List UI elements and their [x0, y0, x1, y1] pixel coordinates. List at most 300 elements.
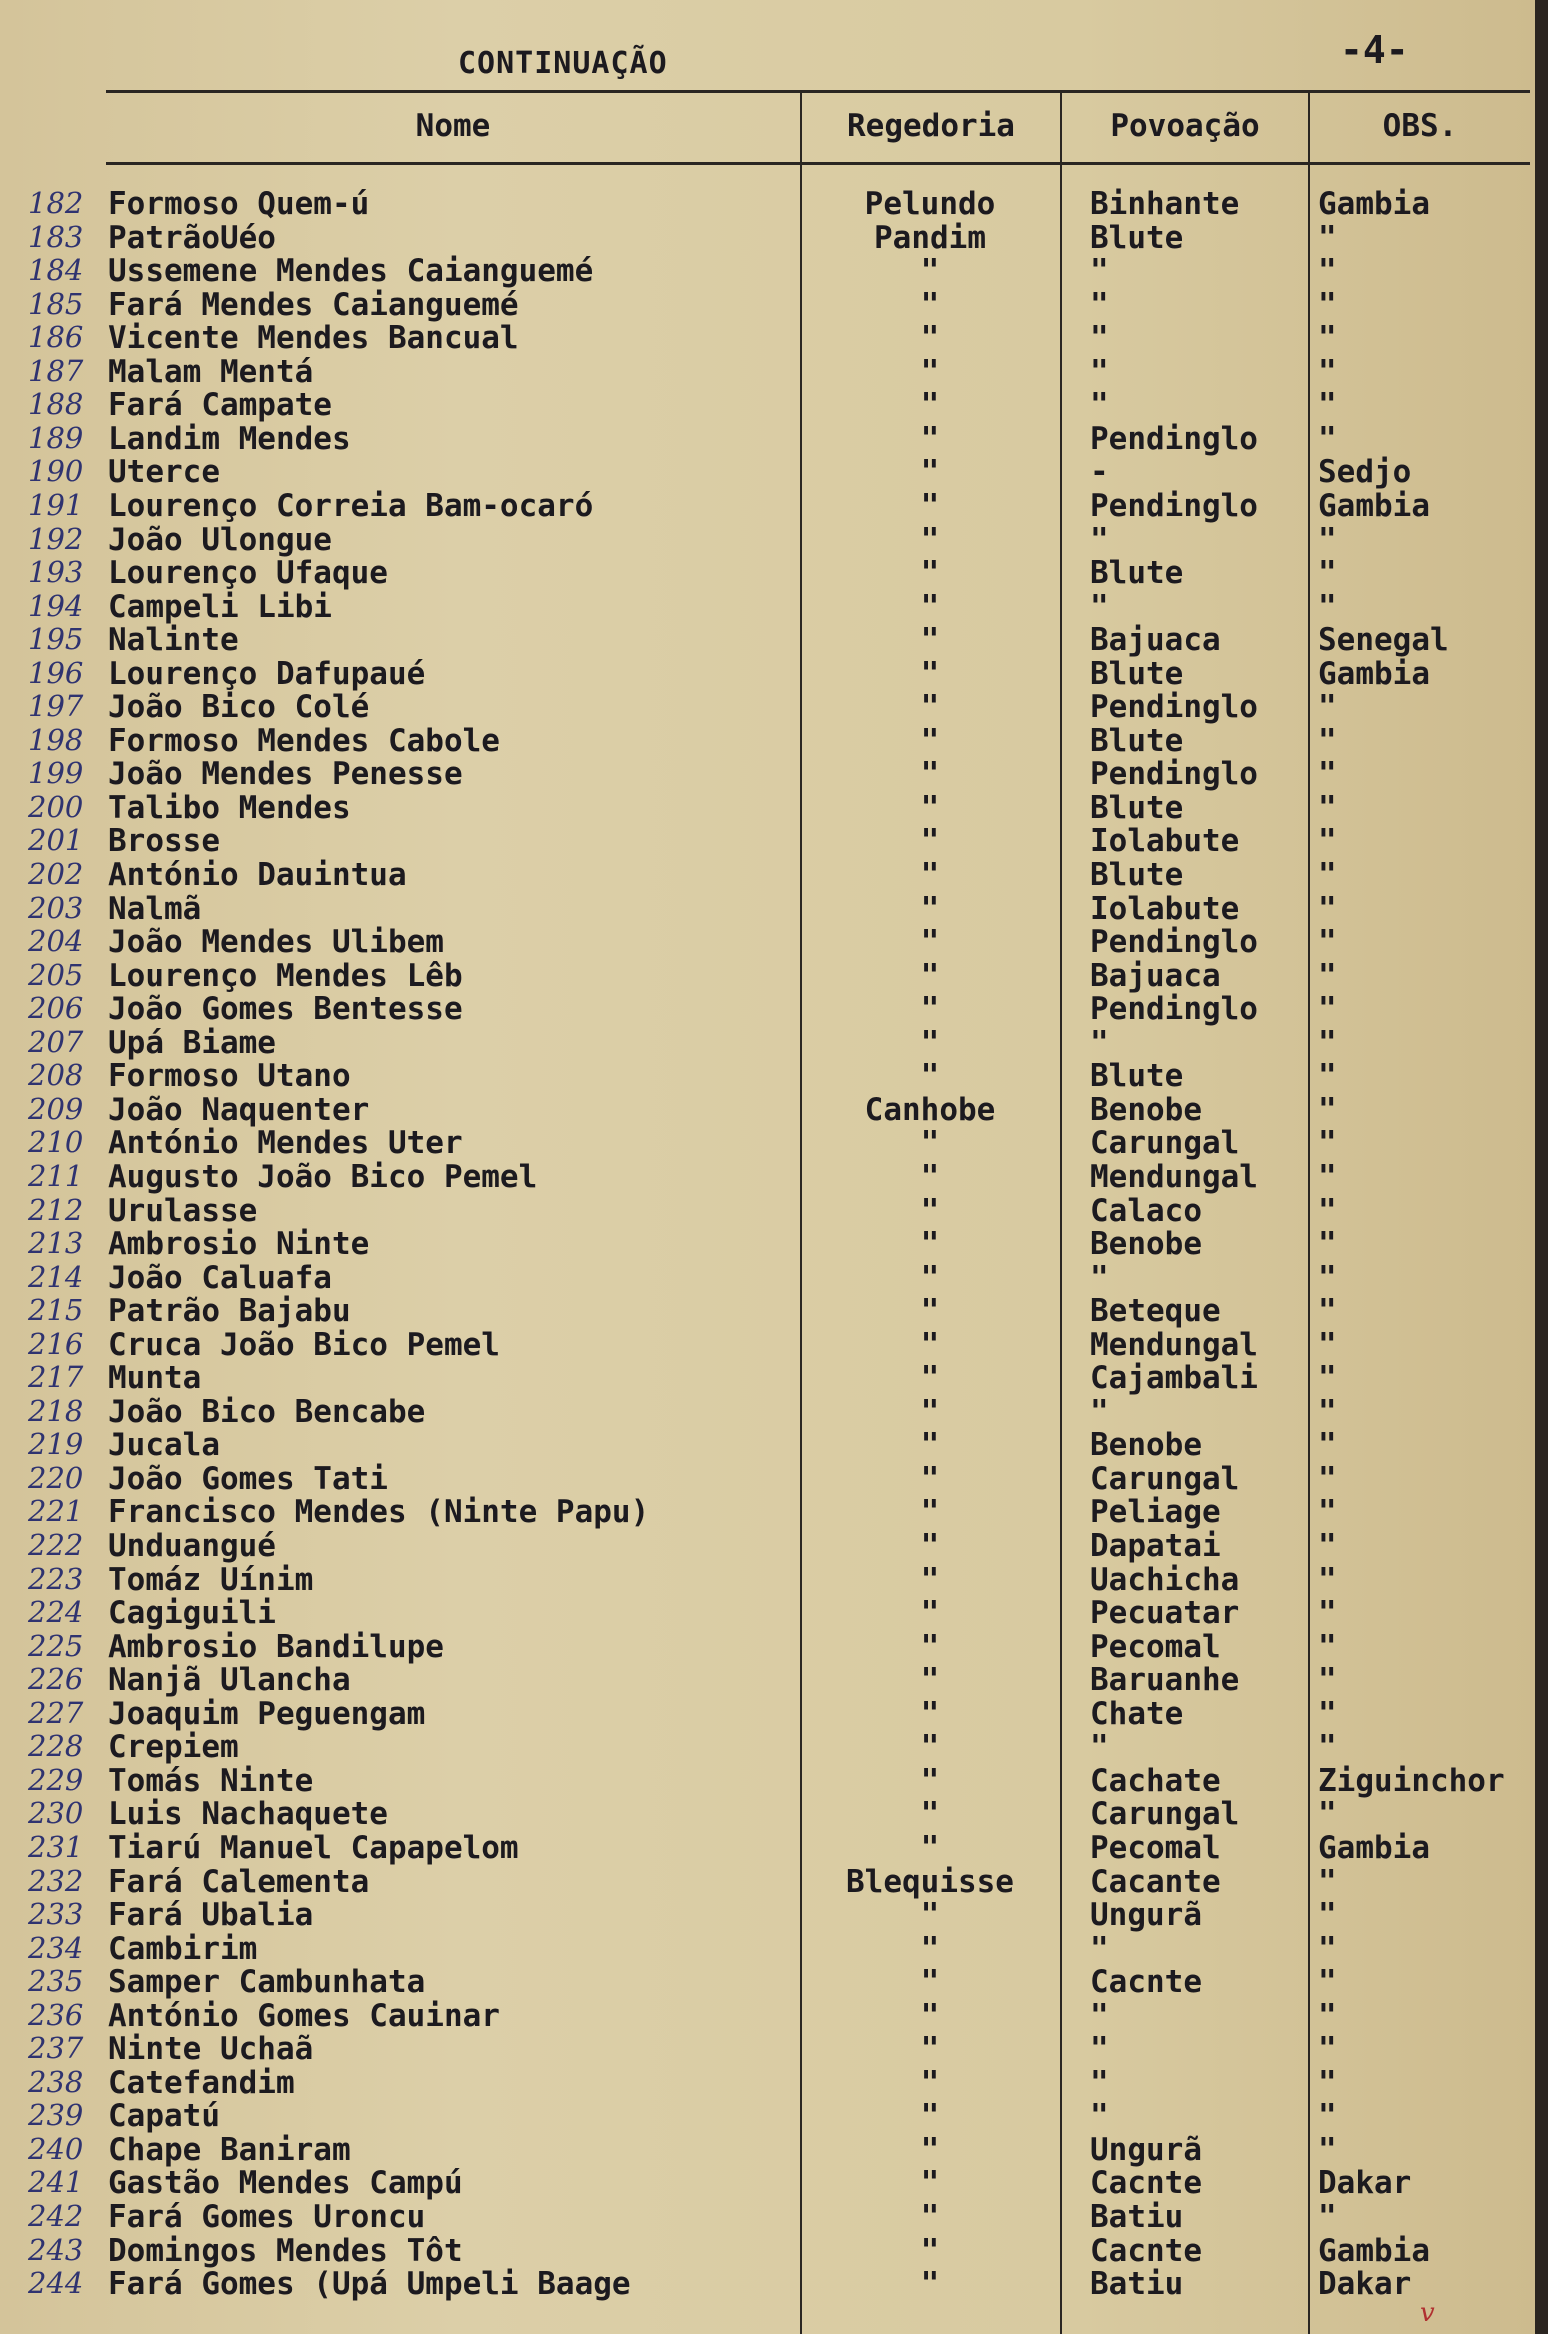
table-row: [0, 320, 1535, 357]
row-number: 206: [28, 991, 84, 1026]
row-povoacao: ": [1090, 521, 1109, 558]
table-row: [0, 1427, 1535, 1464]
row-obs: Gambia: [1318, 1829, 1430, 1866]
row-name: PatrãoUéo: [108, 219, 276, 256]
table-row: [0, 2199, 1535, 2233]
row-regedoria: ": [920, 1125, 940, 1162]
row-name: Luis Nachaquete: [108, 1796, 388, 1833]
row-regedoria: ": [920, 286, 940, 323]
row-povoacao: Peliage: [1090, 1494, 1221, 1531]
row-regedoria: ": [920, 1192, 940, 1229]
row-povoacao: Calaco: [1090, 1192, 1202, 1229]
row-obs: ": [1318, 1226, 1337, 1263]
row-povoacao: Mendungal: [1090, 1158, 1258, 1195]
row-obs: ": [1318, 1058, 1337, 1095]
row-povoacao: Benobe: [1090, 1226, 1202, 1263]
row-regedoria: ": [920, 1829, 940, 1866]
row-name: António Dauintua: [108, 857, 407, 893]
row-obs: ": [1318, 2031, 1337, 2068]
row-povoacao: ": [1090, 1259, 1109, 1296]
row-obs: ": [1318, 219, 1337, 256]
row-name: Landim Mendes: [108, 420, 351, 457]
table-row: [0, 689, 1535, 726]
row-obs: ": [1318, 857, 1337, 893]
row-name: João Naquenter: [108, 1091, 370, 1128]
row-obs: ": [1318, 1863, 1337, 1900]
row-povoacao: Pendinglo: [1090, 487, 1258, 524]
row-obs: ": [1318, 689, 1337, 726]
row-regedoria: ": [920, 1393, 940, 1430]
row-name: Joaquim Peguengam: [108, 1695, 426, 1732]
row-obs: ": [1318, 1528, 1337, 1564]
row-regedoria: ": [920, 789, 940, 826]
row-name: Ambrosio Ninte: [108, 1226, 370, 1263]
row-regedoria: ": [920, 756, 940, 793]
table-row: [0, 1461, 1535, 1495]
row-povoacao: Pendinglo: [1090, 756, 1258, 793]
row-number: 227: [28, 1695, 84, 1730]
row-povoacao: ": [1090, 320, 1109, 357]
table-row: [0, 1494, 1535, 1531]
table-row: [0, 1595, 1535, 1632]
row-number: 242: [28, 2199, 84, 2233]
row-obs: ": [1318, 387, 1337, 424]
row-number: 210: [28, 1125, 84, 1160]
row-povoacao: Ungurã: [1090, 2131, 1202, 2168]
row-povoacao: Cacnte: [1090, 2232, 1202, 2269]
row-number: 239: [28, 2098, 84, 2133]
row-regedoria: ": [920, 1964, 940, 2001]
row-number: 230: [28, 1796, 84, 1831]
table-row: [0, 991, 1535, 1028]
row-number: 214: [28, 1259, 84, 1294]
row-name: Gastão Mendes Campú: [108, 2165, 463, 2202]
table-row: [0, 1327, 1535, 1361]
row-regedoria: ": [920, 689, 940, 726]
row-regedoria: ": [920, 1158, 940, 1195]
row-number: 236: [28, 1997, 84, 2032]
row-name: António Gomes Cauinar: [108, 1997, 500, 2034]
row-obs: ": [1318, 991, 1337, 1028]
table-row: [0, 354, 1535, 388]
row-povoacao: Batiu: [1090, 2199, 1184, 2235]
row-povoacao: Binhante: [1090, 186, 1240, 222]
row-povoacao: Ungurã: [1090, 1897, 1202, 1934]
row-name: Fará Campate: [108, 387, 332, 424]
table-row: [0, 2031, 1535, 2068]
row-regedoria: ": [920, 2031, 940, 2068]
row-obs: Gambia: [1318, 186, 1430, 222]
row-regedoria: Pelundo: [864, 186, 996, 222]
row-number: 205: [28, 957, 84, 992]
table-row: [0, 2098, 1535, 2135]
row-obs: ": [1318, 1460, 1337, 1497]
row-number: 235: [28, 1964, 84, 1999]
table-row: [0, 1293, 1535, 1330]
table-row: [0, 2266, 1535, 2303]
row-regedoria: ": [920, 1528, 940, 1564]
table-row: [0, 1662, 1535, 1699]
row-povoacao: Cacnte: [1090, 2165, 1202, 2202]
row-regedoria: ": [920, 1024, 940, 1061]
row-obs: ": [1318, 1695, 1337, 1732]
table-row: [0, 1360, 1535, 1397]
table-row: [0, 1796, 1535, 1833]
row-number: 200: [28, 789, 84, 824]
row-number: 203: [28, 890, 84, 925]
row-number: 213: [28, 1226, 84, 1261]
row-regedoria: ": [920, 2131, 940, 2168]
row-number: 199: [28, 756, 84, 791]
table-row: [0, 1897, 1535, 1934]
table-row: [0, 1629, 1535, 1663]
row-povoacao: ": [1090, 353, 1109, 390]
row-obs: ": [1318, 2199, 1337, 2235]
row-name: Urulasse: [108, 1192, 258, 1229]
row-name: Brosse: [108, 823, 220, 860]
row-name: Lourenço Mendes Lêb: [108, 957, 463, 994]
row-number: 186: [28, 320, 84, 355]
row-povoacao: Blute: [1090, 555, 1184, 592]
row-obs: ": [1318, 2098, 1337, 2135]
row-regedoria: ": [920, 487, 940, 524]
row-obs: ": [1318, 1125, 1337, 1162]
row-obs: Senegal: [1318, 622, 1449, 659]
row-number: 193: [28, 555, 84, 590]
row-obs: ": [1318, 957, 1337, 994]
row-number: 241: [28, 2165, 84, 2200]
row-povoacao: Pecuatar: [1090, 1595, 1240, 1632]
row-povoacao: Blute: [1090, 789, 1184, 826]
row-name: Patrão Bajabu: [108, 1293, 351, 1330]
row-name: Formoso Quem-ú: [108, 186, 370, 222]
row-name: Talibo Mendes: [108, 789, 351, 826]
row-regedoria: ": [920, 1460, 940, 1497]
row-obs: ": [1318, 756, 1337, 793]
row-povoacao: ": [1090, 2098, 1109, 2135]
row-regedoria: ": [920, 2165, 940, 2202]
row-number: 215: [28, 1293, 84, 1328]
row-povoacao: ": [1090, 2064, 1109, 2101]
row-regedoria: ": [920, 1729, 940, 1766]
table-row: [0, 622, 1535, 659]
row-name: João Gomes Tati: [108, 1460, 388, 1497]
row-regedoria: ": [920, 1662, 940, 1699]
row-obs: Gambia: [1318, 2232, 1430, 2269]
row-number: 188: [28, 387, 84, 422]
row-regedoria: ": [920, 622, 940, 659]
table-row: [0, 1830, 1535, 1864]
row-name: Fará Ubalia: [108, 1897, 314, 1934]
row-povoacao: ": [1090, 387, 1109, 424]
table-row: [0, 253, 1535, 290]
row-name: Nanjã Ulancha: [108, 1662, 351, 1699]
row-name: Catefandim: [108, 2064, 295, 2101]
row-number: 212: [28, 1192, 84, 1227]
table-header-rule: [106, 162, 1530, 165]
row-name: Fará Gomes Uroncu: [108, 2199, 426, 2235]
row-number: 197: [28, 689, 84, 724]
row-obs: ": [1318, 420, 1337, 457]
table-row: [0, 1998, 1535, 2032]
row-obs: ": [1318, 789, 1337, 826]
row-obs: ": [1318, 1595, 1337, 1632]
row-obs: ": [1318, 1494, 1337, 1531]
row-obs: ": [1318, 823, 1337, 860]
row-povoacao: Pendinglo: [1090, 924, 1258, 961]
row-regedoria: ": [920, 1595, 940, 1632]
row-obs: Dakar: [1318, 2266, 1412, 2303]
row-povoacao: Beteque: [1090, 1293, 1221, 1330]
row-obs: ": [1318, 1729, 1337, 1766]
row-povoacao: Cacnte: [1090, 1964, 1202, 2001]
row-regedoria: ": [920, 1360, 940, 1397]
row-regedoria: ": [920, 890, 940, 927]
row-number: 196: [28, 655, 84, 690]
row-obs: ": [1318, 1930, 1337, 1967]
row-povoacao: Mendungal: [1090, 1326, 1258, 1363]
row-name: Formoso Utano: [108, 1058, 351, 1095]
row-obs: ": [1318, 1091, 1337, 1128]
row-regedoria: ": [920, 1561, 940, 1598]
row-regedoria: Canhobe: [864, 1091, 996, 1128]
row-povoacao: ": [1090, 588, 1109, 625]
row-povoacao: Iolabute: [1090, 823, 1240, 860]
table-row: [0, 1864, 1535, 1898]
table-row: [0, 1964, 1535, 2001]
row-regedoria: Pandim: [874, 219, 986, 256]
row-povoacao: Carungal: [1090, 1125, 1240, 1162]
table-row: [0, 1528, 1535, 1562]
table-top-rule: [106, 90, 1530, 93]
table-row: [0, 186, 1535, 220]
row-povoacao: Cachate: [1090, 1762, 1221, 1799]
page-number: -4-: [1340, 28, 1409, 72]
table-row: [0, 1763, 1535, 1797]
row-name: Unduangué: [108, 1528, 276, 1564]
column-header-obs: OBS.: [1382, 108, 1458, 144]
row-number: 234: [28, 1930, 84, 1965]
row-povoacao: Blute: [1090, 219, 1184, 256]
table-row: [0, 958, 1535, 992]
table-row: [0, 823, 1535, 860]
row-povoacao: Blute: [1090, 722, 1184, 759]
row-obs: ": [1318, 253, 1337, 290]
row-number: 223: [28, 1561, 84, 1596]
row-number: 218: [28, 1393, 84, 1428]
row-povoacao: Batiu: [1090, 2266, 1184, 2303]
row-obs: ": [1318, 286, 1337, 323]
row-number: 233: [28, 1897, 84, 1932]
row-regedoria: ": [920, 1997, 940, 2034]
row-regedoria: ": [920, 991, 940, 1028]
table-row: [0, 454, 1535, 491]
row-povoacao: ": [1090, 1997, 1109, 2034]
row-number: 231: [28, 1829, 84, 1864]
table-row: [0, 1058, 1535, 1095]
row-name: Lourenço Ufaque: [108, 555, 388, 592]
row-name: João Caluafa: [108, 1259, 332, 1296]
row-regedoria: Blequisse: [846, 1863, 1014, 1900]
row-name: Ambrosio Bandilupe: [108, 1628, 444, 1665]
table-row: [0, 1159, 1535, 1193]
row-name: João Mendes Ulibem: [108, 924, 444, 961]
table-row: [0, 1092, 1535, 1126]
row-number: 238: [28, 2064, 84, 2099]
row-povoacao: Pendinglo: [1090, 420, 1258, 457]
row-regedoria: ": [920, 924, 940, 961]
row-name: Samper Cambunhata: [108, 1964, 426, 2001]
row-number: 185: [28, 286, 84, 321]
row-obs: ": [1318, 1897, 1337, 1934]
row-obs: ": [1318, 1293, 1337, 1330]
row-obs: Gambia: [1318, 487, 1430, 524]
row-obs: ": [1318, 1427, 1337, 1464]
row-number: 182: [28, 186, 84, 220]
row-regedoria: ": [920, 521, 940, 558]
row-obs: ": [1318, 924, 1337, 961]
row-number: 208: [28, 1058, 84, 1093]
row-regedoria: ": [920, 2232, 940, 2269]
table-row: [0, 1729, 1535, 1766]
table-row: [0, 891, 1535, 925]
row-number: 216: [28, 1326, 84, 1361]
row-number: 190: [28, 454, 84, 489]
row-name: Francisco Mendes (Ninte Papu): [108, 1494, 650, 1531]
row-number: 204: [28, 924, 84, 959]
row-povoacao: Blute: [1090, 655, 1184, 692]
continuation-heading: CONTINUAÇÃO: [458, 46, 668, 81]
row-povoacao: ": [1090, 286, 1109, 323]
column-header-povoacao: Povoação: [1110, 108, 1260, 144]
row-regedoria: ": [920, 2064, 940, 2101]
row-number: 187: [28, 353, 84, 388]
row-obs: Dakar: [1318, 2165, 1412, 2202]
row-obs: Gambia: [1318, 655, 1430, 692]
row-number: 194: [28, 588, 84, 623]
table-row: [0, 1394, 1535, 1428]
row-obs: ": [1318, 890, 1337, 927]
row-name: João Mendes Penesse: [108, 756, 463, 793]
row-regedoria: ": [920, 1226, 940, 1263]
row-obs: ": [1318, 1561, 1337, 1598]
row-name: Cagiguili: [108, 1595, 276, 1632]
row-name: António Mendes Uter: [108, 1125, 463, 1162]
row-obs: Ziguinchor: [1318, 1762, 1505, 1799]
row-obs: ": [1318, 1259, 1337, 1296]
row-obs: ": [1318, 1158, 1337, 1195]
row-name: Augusto João Bico Pemel: [108, 1158, 538, 1195]
row-regedoria: ": [920, 1897, 940, 1934]
row-name: Fará Mendes Caianguemé: [108, 286, 519, 323]
row-obs: ": [1318, 1628, 1337, 1665]
table-row: [0, 522, 1535, 556]
row-povoacao: ": [1090, 253, 1109, 290]
row-number: 225: [28, 1628, 84, 1663]
row-povoacao: Chate: [1090, 1695, 1184, 1732]
row-regedoria: ": [920, 1293, 940, 1330]
row-povoacao: Dapatai: [1090, 1528, 1221, 1564]
row-name: Tomás Ninte: [108, 1762, 314, 1799]
row-number: 221: [28, 1494, 84, 1529]
pencil-mark: v: [1420, 2298, 1435, 2328]
row-number: 226: [28, 1662, 84, 1697]
row-number: 201: [28, 823, 84, 858]
row-regedoria: ": [920, 655, 940, 692]
row-number: 228: [28, 1729, 84, 1764]
row-number: 183: [28, 219, 84, 254]
row-number: 207: [28, 1024, 84, 1059]
row-regedoria: ": [920, 2266, 940, 2303]
row-number: 198: [28, 722, 84, 757]
row-povoacao: Benobe: [1090, 1091, 1202, 1128]
row-name: Formoso Mendes Cabole: [108, 722, 500, 759]
row-obs: Sedjo: [1318, 454, 1412, 491]
row-povoacao: Iolabute: [1090, 890, 1240, 927]
table-row: [0, 656, 1535, 690]
row-name: Capatú: [108, 2098, 220, 2135]
row-regedoria: ": [920, 1930, 940, 1967]
table-row: [0, 488, 1535, 522]
row-obs: ": [1318, 320, 1337, 357]
row-regedoria: ": [920, 823, 940, 860]
row-name: Nalmã: [108, 890, 202, 927]
table-row: [0, 387, 1535, 424]
row-povoacao: ": [1090, 1729, 1109, 1766]
row-povoacao: Pecomal: [1090, 1628, 1221, 1665]
row-regedoria: ": [920, 1326, 940, 1363]
row-obs: ": [1318, 1393, 1337, 1430]
row-obs: ": [1318, 1326, 1337, 1363]
row-regedoria: ": [920, 320, 940, 357]
row-regedoria: ": [920, 555, 940, 592]
table-row: [0, 1025, 1535, 1059]
table-row: [0, 2233, 1535, 2267]
table-row: [0, 589, 1535, 623]
row-obs: ": [1318, 1024, 1337, 1061]
row-regedoria: ": [920, 2199, 940, 2235]
row-regedoria: ": [920, 1628, 940, 1665]
row-regedoria: ": [920, 588, 940, 625]
row-name: Tiarú Manuel Capapelom: [108, 1829, 519, 1866]
row-obs: ": [1318, 521, 1337, 558]
row-name: Jucala: [108, 1427, 220, 1464]
row-obs: ": [1318, 722, 1337, 759]
row-name: Cambirim: [108, 1930, 258, 1967]
row-povoacao: Blute: [1090, 1058, 1184, 1095]
row-povoacao: Benobe: [1090, 1427, 1202, 1464]
row-regedoria: ": [920, 387, 940, 424]
row-number: 189: [28, 420, 84, 455]
row-name: Chape Baniram: [108, 2131, 351, 2168]
row-regedoria: ": [920, 1695, 940, 1732]
row-name: João Ulongue: [108, 521, 332, 558]
row-number: 217: [28, 1360, 84, 1395]
row-name: João Gomes Bentesse: [108, 991, 463, 1028]
table-row: [0, 1696, 1535, 1730]
row-number: 209: [28, 1091, 84, 1126]
table-row: [0, 1260, 1535, 1294]
row-name: Fará Calementa: [108, 1863, 370, 1900]
row-number: 202: [28, 857, 84, 891]
row-povoacao: -: [1090, 454, 1109, 491]
row-number: 219: [28, 1427, 84, 1462]
row-obs: ": [1318, 1192, 1337, 1229]
row-number: 222: [28, 1528, 84, 1562]
table-row: [0, 220, 1535, 254]
table-row: [0, 1562, 1535, 1596]
row-obs: ": [1318, 1997, 1337, 2034]
